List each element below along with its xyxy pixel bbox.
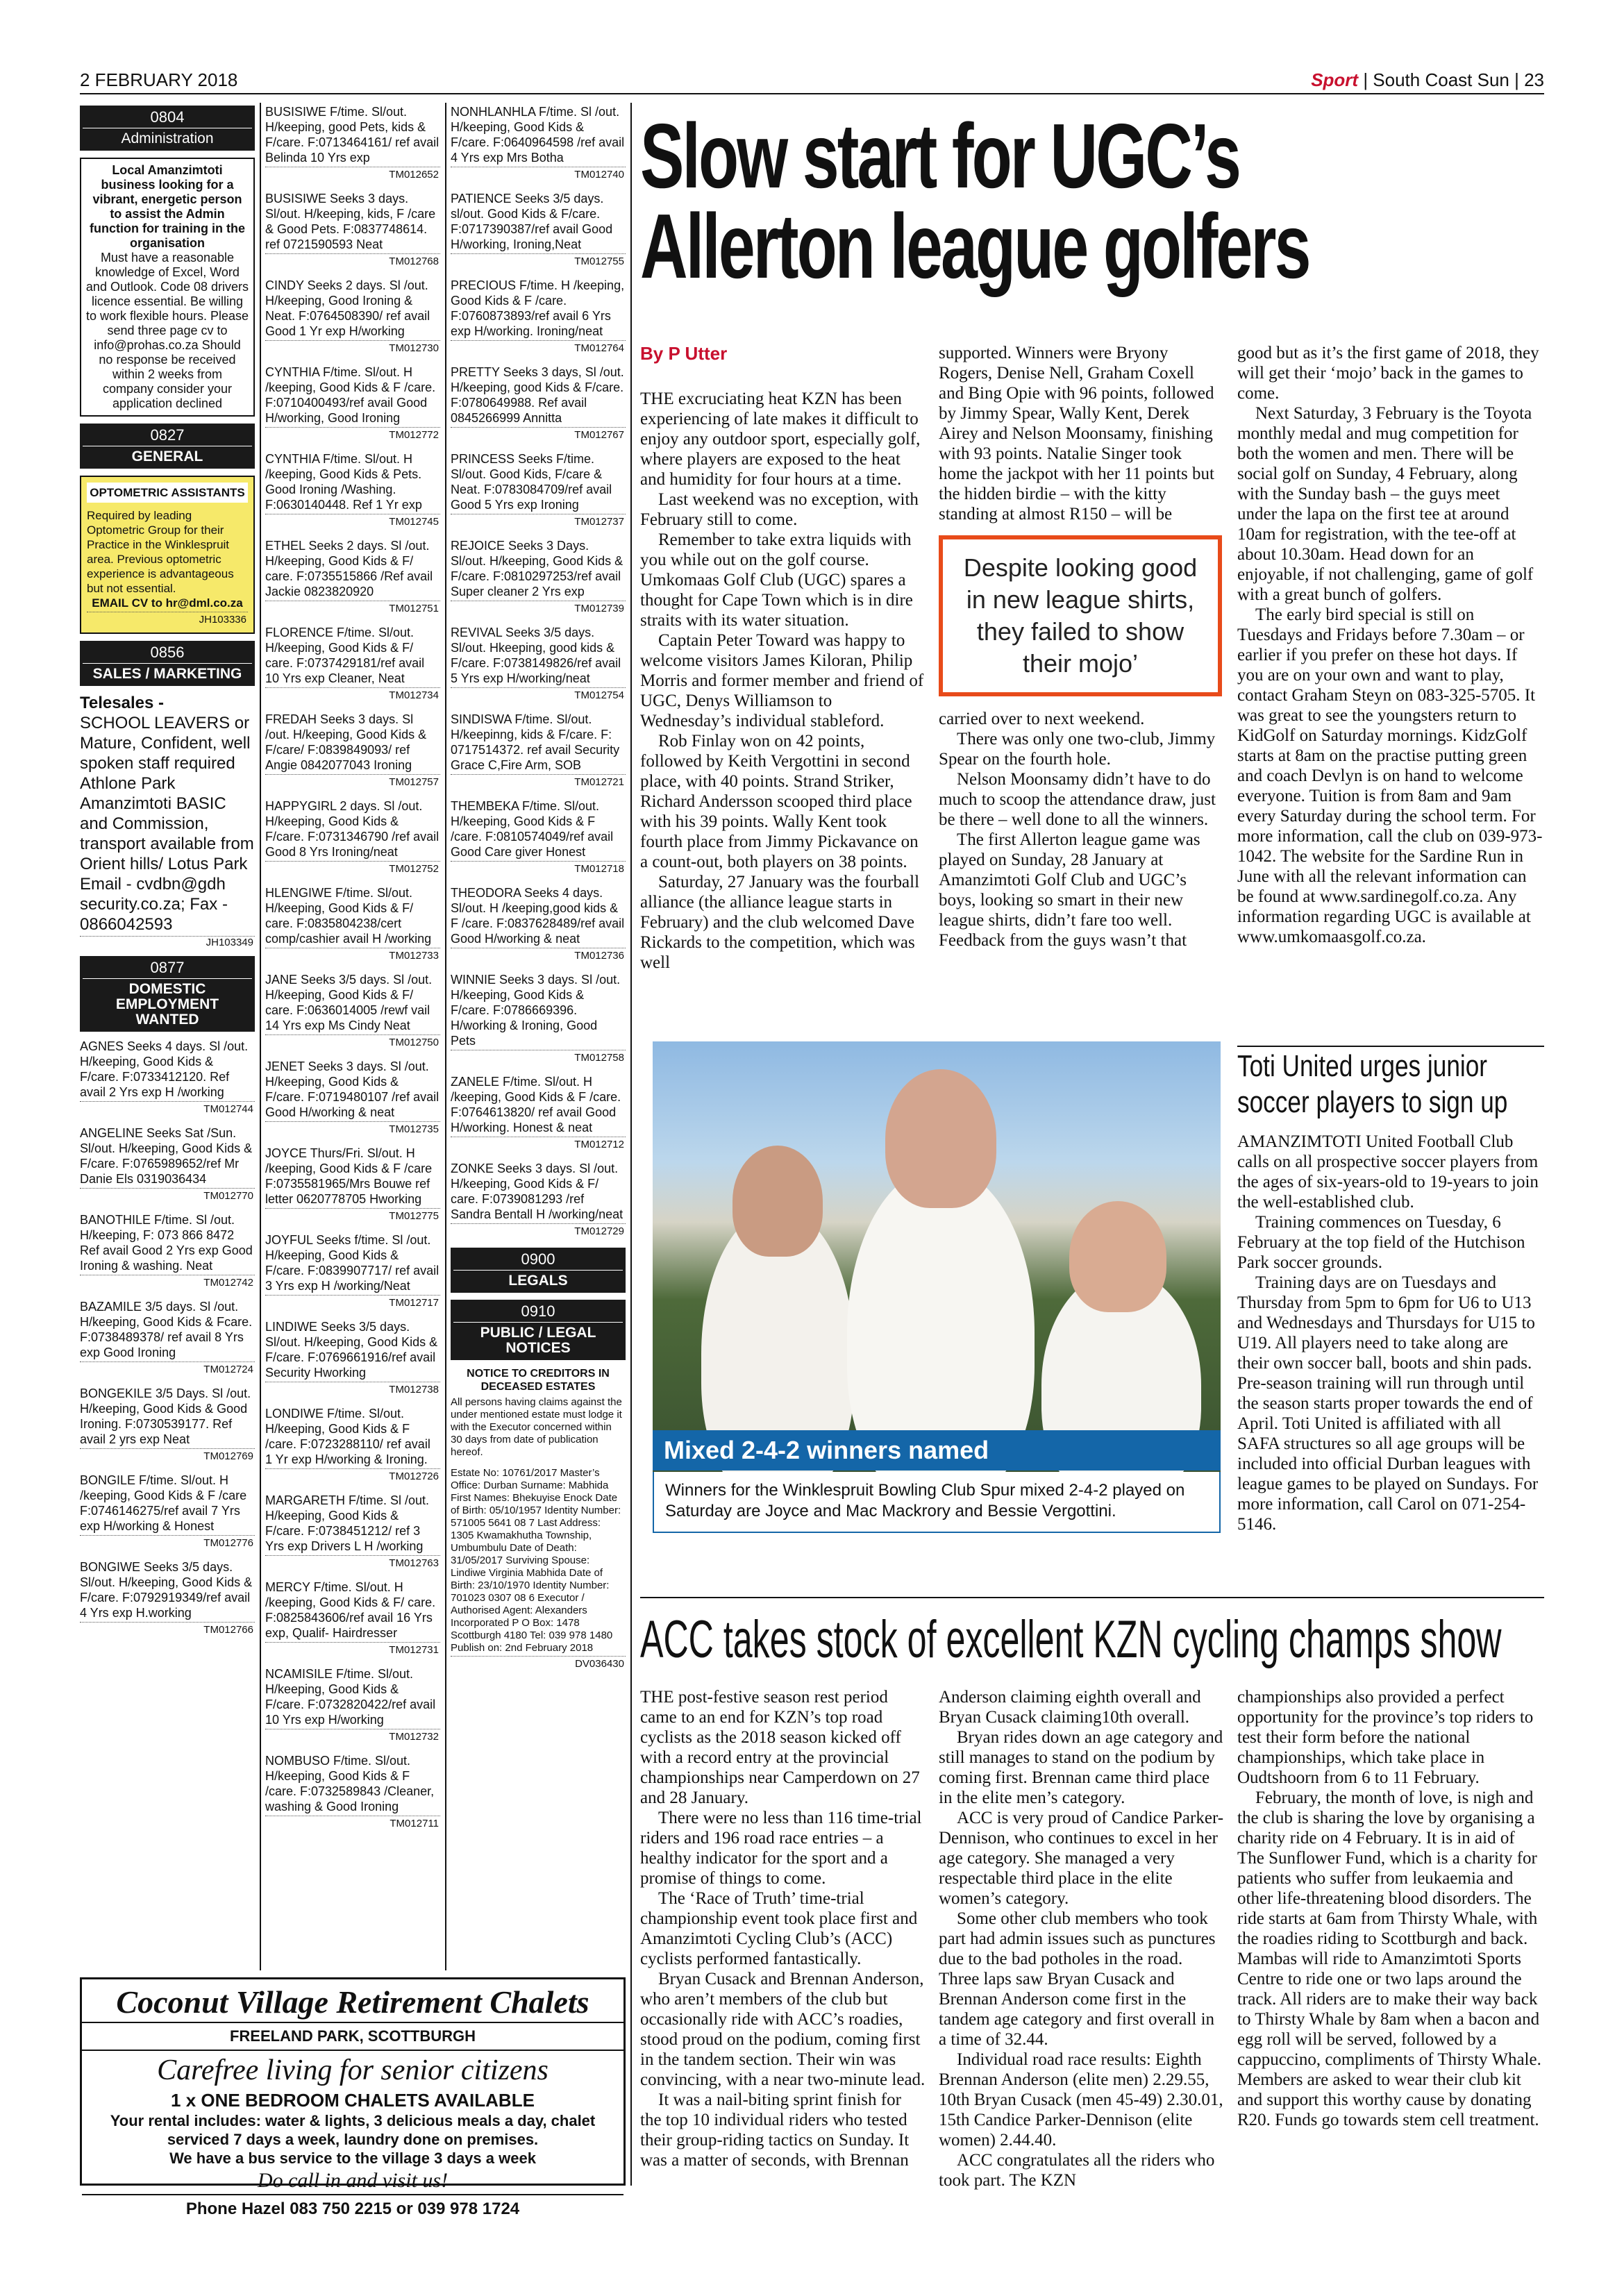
coconut-place: FREELAND PARK, SCOTTBURGH xyxy=(82,2022,623,2051)
acc-col-3 xyxy=(1237,1687,1543,2222)
classified-ad-text: BONGIWE Seeks 3/5 days. Sl/out. H/keeping, Good Kids & F/care. F:0792919349/ref avail 4 Yrs exp H.working xyxy=(80,1560,253,1620)
classified-ad-text: NOMBUSO F/time. Sl/out. H/keeping, Good Kids & F /care. F:0732589843 /Cleaner, washing & Good Ironing xyxy=(265,1754,435,1813)
classified-ad-text: FREDAH Seeks 3 days. Sl /out. H/keeping, Good Kids & F/care/ F:0839849093/ ref Angie 0842077043 Ironing xyxy=(265,712,427,772)
classified-ad xyxy=(265,1406,440,1484)
classified-ad xyxy=(265,798,440,877)
classified-ad-text: PRINCESS Seeks F/time. Sl/out. Good Kids, F/care & Neat. F:0783084709/ref avail Good 5 Yrs exp Ironing xyxy=(451,452,612,512)
classified-ad-text: REVIVAL Seeks 3/5 days. Sl/out. Hkeeping, good kids & F/care. F:0738149826/ref avail 5 Yrs exp H/working/neat xyxy=(451,626,621,685)
classified-ad xyxy=(265,1319,440,1398)
coconut-tagline: Carefree living for senior citizens xyxy=(157,2054,549,2086)
classified-ad-ref: TM012732 xyxy=(265,1729,440,1745)
classified-ad xyxy=(265,885,440,964)
person-right-head xyxy=(1069,1201,1166,1312)
classifieds-col-2 xyxy=(265,104,440,1970)
paragraph: There were no less than 116 time-trial riders and 196 road race entries – a healthy indicator for the sport and a promise of things to come. xyxy=(640,1809,922,1888)
classified-ad-ref: TM012775 xyxy=(265,1208,440,1224)
classified-ad-ref: TM012735 xyxy=(265,1121,440,1137)
classified-ad xyxy=(265,538,440,617)
classifieds-col-1 xyxy=(80,103,255,1970)
classified-ad-ref: TM012717 xyxy=(265,1295,440,1311)
toti-rule xyxy=(1237,1046,1544,1047)
classified-ad-ref: TM012733 xyxy=(265,948,440,964)
classified-ad-ref: TM012770 xyxy=(80,1188,255,1204)
notice-body: All persons having claims against the under mentioned estate must lodge it with the Executor concerned within 30 days from date of publication hereof. xyxy=(451,1396,622,1458)
photo-caption-title: Mixed 2-4-2 winners named xyxy=(653,1430,1221,1470)
paragraph: Next Saturday, 3 February is the Toyota monthly medal and mug competition for both the women and men. There will be social golf on Sunday, 4 February, along with the Sunday bash – the guys meet under the lapa on the first tee at around 10am for registration, with the tee-off at about 10.30am. Head down for an enjoyable, if not challenging, game of golf with a great bunch of golfers. xyxy=(1237,404,1534,604)
classified-ad-ref: TM012740 xyxy=(451,167,626,183)
paragraph: Last weekend was no exception, with February still to come. xyxy=(640,490,919,529)
paragraph: The early bird special is still on Tuesdays and Fridays before 7.30am – or earlier if you prefer on these hot days. If you are on your own and want to play, contact Graham Steyn on 083-325-5705. It was great to see the youngsters return to KidGolf on Saturday mornings. KidzGolf starts at 8am on the practise putting green and coach Devlyn is on hand to welcome everyone. Tuition is from 8am and 9am every Saturday during the school term. For more information, call the club on 039-973-1042. The website for the Sardine Run in June with all the relevant information can be found at www.sardinegolf.co.za. Any information regarding UGC is available at www.umkomaasgolf.co.za. xyxy=(1237,605,1543,946)
paragraph: Saturday, 27 January was the fourball alliance (the alliance league starts in February) and the club welcomed Dave Rickards to the competition, which was well xyxy=(640,873,920,972)
paragraph: THE excruciating heat KZN has been experiencing of late makes it difficult to enjoy any outdoor sport, especially golf, where players are exposed to the heat and humidity for four hours at a time. xyxy=(640,389,921,489)
classified-ad xyxy=(265,451,440,530)
classified-ad-ref: TM012764 xyxy=(451,340,626,356)
classified-ad xyxy=(265,1493,440,1571)
classified-ad xyxy=(451,798,626,877)
classified-ad-text: CYNTHIA F/time. Sl/out. H /keeping, Good Kids & F /care. F:0710400493/ref avail Good H/working, Good Ironing xyxy=(265,365,436,425)
classified-ad-ref: TM012737 xyxy=(451,514,626,530)
cat-sales: 0856 SALES / MARKETING xyxy=(80,641,255,686)
toti-headline: Toti United urges junior soccer players to sign up xyxy=(1237,1049,1508,1119)
paragraph: Training days are on Tuesdays and Thursday from 5pm to 6pm for U6 to U13 and Wednesdays and Thursdays for U15 to U19. All players need to take along are their own soccer ball, boots and shin pads. Pre-season training will run through until the season starts proper towards the end of April. Toti United is affiliated with all SAFA structures so all age groups will be included into official Durban leagues with league games to be played on Sundays. For more information, call Carol on 071-254-5146. xyxy=(1237,1273,1539,1534)
classified-ad xyxy=(265,1579,440,1658)
person-centre xyxy=(847,1166,1035,1472)
classified-ad xyxy=(451,104,626,183)
classified-ad xyxy=(265,191,440,269)
classified-ad xyxy=(80,1125,255,1204)
paragraph: There was only one two-club, Jimmy Spear on the fourth hole. xyxy=(939,730,1216,769)
classified-ad-ref: TM012729 xyxy=(451,1223,626,1239)
paragraph: ACC is very proud of Candice Parker-Dennison, who continues to excel in her age category. She managed a very respectable third place in the elite women’s category. xyxy=(939,1809,1224,1908)
classified-ad-text: CINDY Seeks 2 days. Sl /out. H/keeping, Good Ironing & Neat. F:0764508390/ ref avail Good 1 Yr exp H/working xyxy=(265,278,430,338)
classified-ad-text: BONGEKILE 3/5 Days. Sl /out. H/keeping, Good Kids & Good Ironing. F:0730539177. Ref avail 2 yrs exp Neat xyxy=(80,1386,251,1446)
classified-ad xyxy=(451,1074,626,1153)
domestic-ads-list xyxy=(80,1039,255,1638)
classified-ad-ref: TM012755 xyxy=(451,253,626,269)
cat-administration: 0804 Administration xyxy=(80,106,255,151)
classified-ad-ref: TM012757 xyxy=(265,774,440,790)
classified-ad-text: BANOTHILE F/time. Sl /out. H/keeping, F: 073 866 8472 Ref avail Good 2 Yrs exp Good Ironing & washing. Neat xyxy=(80,1213,253,1273)
classified-ad xyxy=(80,1559,255,1638)
cat-general: 0827 GENERAL xyxy=(80,424,255,469)
paragraph: Rob Finlay won on 42 points, followed by Keith Vergottini in second place, with 40 points. Strand Striker, Richard Andersson scooped third place with his 39 points. Wally Kent took fourth place from Jimmy Pickavance on a count-out, both players on 38 points. xyxy=(640,732,919,871)
coconut-name: Coconut Village Retirement Chalets xyxy=(116,1984,589,2020)
classified-ad-text: LONDIWE F/time. Sl/out. H/keeping, Good Kids & F /care. F:0723288110/ ref avail 1 Yr exp H/working & Ironing. xyxy=(265,1407,430,1466)
classified-ad xyxy=(451,451,626,530)
classified-ad xyxy=(265,1753,440,1832)
golf-headline-line1: Slow start for UGC’s xyxy=(640,111,1240,207)
classified-ad-ref: TM012772 xyxy=(265,427,440,443)
classified-ad-ref: TM012730 xyxy=(265,340,440,356)
classified-ad-ref: TM012769 xyxy=(80,1448,255,1464)
paragraph: The ‘Race of Truth’ time-trial championship event took place first and Amanzimtoti Cycling Club’s (ACC) cyclists performed fantastically. xyxy=(640,1889,918,1968)
notice-ref: DV036430 xyxy=(451,1656,626,1672)
classified-ad xyxy=(265,972,440,1050)
toti-body xyxy=(1237,1132,1543,1590)
paragraph: Nelson Moonsamy didn’t have to do much to scoop the attendance draw, just be there – well done to all the winners. xyxy=(939,770,1216,829)
acc-col-1 xyxy=(640,1687,926,2222)
classified-ad xyxy=(265,364,440,443)
classified-ad-text: JOYFUL Seeks f/time. Sl /out. H/keeping, Good Kids & F/care. F:0839907717/ ref avail 3 Yrs exp H /working/Neat xyxy=(265,1233,440,1293)
golf-pull-quote: Despite looking good in new league shirts, they failed to show their mojo’ xyxy=(939,535,1222,696)
coconut-line1: 1 x ONE BEDROOM CHALETS AVAILABLE xyxy=(171,2090,535,2111)
classified-ad-text: WINNIE Seeks 3 days. Sl /out. H/keeping, Good Kids & F/care. F:0786669396. H/working & Ironing, Good Pets xyxy=(451,973,621,1048)
classified-ad xyxy=(80,1386,255,1464)
admin-ad: Local Amanzimtoti business looking for a vibrant, energetic person to assist the Admin function for training in the organisation Must have a reasonable knowledge of Excel, Word and Outlook. Code 08 drivers licence essential. Be willing to work flexible hours. Please send three page cv to info@prohas.co.za Should no response be received within 2 weeks from company consider your application declined xyxy=(80,158,255,417)
paragraph: AMANZIMTOTI United Football Club calls on all prospective soccer players from the ages of six-years-old to 19-years to join the well-established club. xyxy=(1237,1132,1539,1212)
coconut-line3: We have a bus service to the village 3 days a week xyxy=(169,2150,536,2167)
classified-ad-text: PRECIOUS F/time. H /keeping, Good Kids & F /care. F:0760873893/ref avail 6 Yrs exp H/working. Ironing/neat xyxy=(451,278,625,338)
classified-ad-text: BAZAMILE 3/5 days. Sl /out. H/keeping, Good Kids & Fcare. F:0738489378/ ref avail 8 Yrs exp Good Ironing xyxy=(80,1300,253,1359)
classified-ad xyxy=(80,1212,255,1291)
paragraph: ACC congratulates all the riders who took part. The KZN xyxy=(939,2151,1215,2190)
classified-ad xyxy=(451,625,626,703)
classified-ad xyxy=(451,538,626,617)
cat-legals: 0900 LEGALS xyxy=(451,1248,626,1293)
classified-ad-text: ZONKE Seeks 3 days. Sl /out. H/keeping, Good Kids & F/ care. F:0739081293 /ref Sandra Bentall H /working/neat xyxy=(451,1162,623,1221)
classified-ad-ref: TM012750 xyxy=(265,1034,440,1050)
classified-ad-ref: TM012742 xyxy=(80,1275,255,1291)
classified-ad-text: HAPPYGIRL 2 days. Sl /out. H/keeping, Good Kids & F/care. F:0731346790 /ref avail Good 8 Yrs Ironing/neat xyxy=(265,799,440,859)
classified-ad-ref: TM012652 xyxy=(265,167,440,183)
classified-ad xyxy=(265,1666,440,1745)
classified-ad-ref: TM012738 xyxy=(265,1382,440,1398)
page-date: 2 FEBRUARY 2018 xyxy=(80,69,238,90)
classified-ad-ref: TM012745 xyxy=(265,514,440,530)
paragraph: Bryan rides down an age category and still manages to stand on the podium by coming first. Brennan came third place in the elite men’s category. xyxy=(939,1728,1223,1807)
col-divider xyxy=(630,103,632,2186)
classified-ad-text: BUSISIWE F/time. Sl/out. H/keeping, good Pets, kids & F/care. F:0713464161/ ref avail Belinda 10 Yrs exp xyxy=(265,105,440,165)
classified-ad-ref: TM012768 xyxy=(265,253,440,269)
paragraph: Captain Peter Toward was happy to welcome visitors James Kiloran, Philip Morris and former member and friend of UGC, Denys Williamson to Wednesday’s individual stableford. xyxy=(640,631,924,730)
classified-ad xyxy=(451,364,626,443)
bowls-photo xyxy=(653,1041,1221,1472)
classified-ad-text: PATIENCE Seeks 3/5 days. sl/out. Good Kids & F/care. F:0717390387/ref avail Good H/working, Ironing,Neat xyxy=(451,192,613,251)
paragraph: It was a nail-biting sprint finish for the top 10 individual riders who tested their group-riding tactics on Sunday. It was a matter of seconds, with Brennan xyxy=(640,2090,910,2170)
acc-col-2 xyxy=(939,1687,1225,2222)
acc-headline-wrap xyxy=(640,1611,1544,1673)
golf-col-2-continued xyxy=(939,709,1222,950)
classified-ad-text: FLORENCE F/time. Sl/out. H/keeping, Good Kids & F/ care. F:0737429181/ref avail 10 Yrs exp Cleaner, Neat xyxy=(265,626,425,685)
golf-byline: By P Utter xyxy=(640,343,728,364)
classified-ad-ref: TM012758 xyxy=(451,1050,626,1066)
coconut-village-ad xyxy=(80,1977,626,2218)
golf-col-3 xyxy=(1237,343,1543,1030)
coconut-phone: Phone Hazel 083 750 2215 or 039 978 1724 xyxy=(185,2199,520,2218)
classified-ad-ref: TM012767 xyxy=(451,427,626,443)
classified-ad xyxy=(451,972,626,1066)
classified-ad-ref: TM012734 xyxy=(265,687,440,703)
paragraph: THE post-festive season rest period came to an end for KZN’s top road cyclists as the 2018 season kicked off with a record entry at the provincial championships near Camperdown on 27 and 28 January. xyxy=(640,1688,920,1807)
golf-col-2: supported. Winners were Bryony Rogers, Denise Nell, Graham Coxell and Bing Opie with 96 points, followed by Jimmy Spear, Wally Kent, Derek Airey and Nelson Moonsamy, finishing with 93 points. Natalie Singer took home the jackpot with her 11 points but the hidden birdie – with the kitty standing at almost R150 – will be Despite looking good in new league shirts, they failed to show their mojo’ carried over to next weekend. There was only one two-club, Jimmy Spear on the fourth hole. Nelson Moonsamy didn’t have to do much to scoop the attendance draw, just be there – well done to all the winners. The first Allerton league game was played on Sunday, 28 January at Amanzimtoti Golf Club and UGC’s boys, looking so smart in their new league shirts, didn’t fare too well. Feedback from the guys wasn’t that xyxy=(939,343,1222,1016)
page-section xyxy=(1311,69,1544,91)
classified-ad-text: SINDISWA F/time. Sl/out. H/keepinng, kids & F/care. F: 0717514372. ref avail Security Grace C,Fire Arm, SOB xyxy=(451,712,620,772)
photo-caption-text: Winners for the Winklespruit Bowling Club Spur mixed 2-4-2 played on Saturday are Joyce and Mac Mackrory and Bessie Vergottini. xyxy=(653,1470,1221,1533)
classified-ad-ref: TM012766 xyxy=(80,1622,255,1638)
classified-ad xyxy=(265,278,440,356)
paragraph: Anderson claiming eighth overall and Bryan Cusack claiming10th overall. xyxy=(939,1688,1201,1727)
coconut-line2: Your rental includes: water & lights, 3 delicious meals a day, chalet serviced 7 days a week, laundry done on premises. xyxy=(110,2112,596,2148)
classified-ad xyxy=(80,1473,255,1551)
optometric-ad: OPTOMETRIC ASSISTANTS Required by leading Optometric Group for their Practice in the Winklespruit area. Previous optometric experience is advantageous but not essential. EMAIL CV to hr@dml.co.za JH103336 xyxy=(80,476,255,634)
coconut-line4: Do call in and visit us! xyxy=(82,2168,623,2195)
classified-ad-ref: TM012752 xyxy=(265,861,440,877)
classifieds-col-3 xyxy=(451,104,626,1970)
classified-ad-text: LINDIWE Seeks 3/5 days. Sl/out. H/keeping, Good Kids & F/care. F:0769661916/ref avail Security Hworking xyxy=(265,1320,438,1380)
paragraph: carried over to next weekend. xyxy=(939,710,1145,728)
classified-ad-text: THEODORA Seeks 4 days. Sl/out. H /keeping,good kids & F /care. F:0837628489/ref avail Good H/working & neat xyxy=(451,886,625,946)
classified-ad-ref: TM012763 xyxy=(265,1555,440,1571)
paper-name: | South Coast Sun | 23 xyxy=(1363,69,1544,90)
classified-ad-text: BUSISIWE Seeks 3 days. Sl/out. H/keeping, kids, F /care & Good Pets. F:0837748614. ref 0721590593 Neat xyxy=(265,192,436,251)
classified-ad-text: PRETTY Seeks 3 days, Sl /out. H/keeping, good Kids & F/care. F:0780649988. Ref avail 0845266999 Annitta xyxy=(451,365,624,425)
classified-ad-ref: TM012751 xyxy=(265,601,440,617)
classified-ad xyxy=(265,712,440,790)
paragraph: Bryan Cusack and Brennan Anderson, who aren’t members of the club but occasionally ride with ACC’s roadies, stood proud on the podium, coming first in the tandem section. Their win was convincing, with a near two-minute lead. xyxy=(640,1970,926,2089)
classified-ad-ref: TM012736 xyxy=(451,948,626,964)
classified-ad xyxy=(80,1039,255,1117)
paragraph: Training commences on Tuesday, 6 February at the top field of the Hutchison Park soccer grounds. xyxy=(1237,1213,1525,1272)
classified-ad-ref: TM012721 xyxy=(451,774,626,790)
classified-ad-ref: TM012718 xyxy=(451,861,626,877)
golf-headline xyxy=(640,111,1544,299)
classified-ad-text: BONGILE F/time. Sl/out. H /keeping, Good Kids & F /care F:0746146275/ref avail 7 Yrs exp H/working & Honest xyxy=(80,1473,247,1533)
notice-title: NOTICE TO CREDITORS IN DECEASED ESTATES xyxy=(467,1368,610,1393)
classified-ad-text: THEMBEKA F/time. Sl/out. H/keeping, Good Kids & F /care. F:0810574049/ref avail Good Care giver Honest xyxy=(451,799,614,859)
classified-ad-ref: TM012744 xyxy=(80,1101,255,1117)
paragraph: Individual road race results: Eighth Brennan Anderson (elite men) 2.29.55, 10th Bryan Cusack (men 45-49) 2.30.01, 15th Candice Parker-Dennison (elite women) 2.44.40. xyxy=(939,2050,1223,2150)
classified-ad-text: REJOICE Seeks 3 Days. Sl/out. H/keeping, Good Kids & F/care. F:0810297253/ref avail Super cleaner 2 Yrs exp xyxy=(451,539,623,598)
classified-ad-ref: TM012739 xyxy=(451,601,626,617)
telesales-ad: Telesales - SCHOOL LEAVERS or Mature, Confident, well spoken staff required Athlone Park Amanzimtoti BASIC and Commission, transport available from Orient hills/ Lotus Park Email - cvdbn@gdh security.co.za; Fax - 0866042593 JH103349 xyxy=(80,694,254,948)
golf-col-1 xyxy=(640,389,925,1014)
paragraph: championships also provided a perfect opportunity for the province’s top riders to test their form before the national championships, which take place in Oudtshoorn from 6 to 11 February. xyxy=(1237,1688,1534,1787)
classified-ad xyxy=(451,885,626,964)
classified-ad-text: JANE Seeks 3/5 days. Sl /out. H/keeping, Good Kids & F/ care. F:0636014005 /rewf vail 14 Yrs exp Ms Cindy Neat xyxy=(265,973,433,1032)
paragraph: Some other club members who took part had admin issues such as punctures due to the bad potholes in the road. Three laps saw Bryan Cusack and Brennan Anderson come first in the tandem age category and first overall in a time of 32.44. xyxy=(939,1909,1216,2049)
person-centre-head xyxy=(885,1069,996,1208)
domestic-ads-list-3 xyxy=(451,104,626,1239)
classified-ad xyxy=(265,625,440,703)
classified-ad xyxy=(451,712,626,790)
classified-ad-text: ETHEL Seeks 2 days. Sl /out. H/keeping, Good Kids & F/ care. F:0735515866 /Ref avail Jackie 0823820920 xyxy=(265,539,433,598)
classified-ad xyxy=(265,104,440,183)
acc-rule xyxy=(640,1597,1544,1598)
classified-ad-text: HLENGIWE F/time. Sl/out. H/keeping, Good Kids & F/ care. F:0835804238/cert comp/cashier avail H /working xyxy=(265,886,432,946)
col-divider xyxy=(445,103,446,1970)
classified-ad-ref: TM012754 xyxy=(451,687,626,703)
section-name: Sport xyxy=(1311,69,1359,90)
classified-ad-ref: TM012731 xyxy=(265,1642,440,1658)
classified-ad xyxy=(451,278,626,356)
paragraph: The first Allerton league game was played on Sunday, 28 January at Amanzimtoti Golf Club and UGC’s boys, looking so smart in their new league shirts, didn’t fare too well. Feedback from the guys wasn’t that xyxy=(939,830,1200,950)
estate-details: Estate No: 10761/2017 Master’s Office: Durban Surname: Mabhida First Names: Bhekuyise Enock Date of Birth: 05/10/1957 Identity Number: 571005 5641 08 7 Last Address: 1305 Kwamakhutha Township, Umbumbulu Date of Death: 31/05/2017 Surviving Spouse: Lindiwe Virginia Mabhida Date of Birth: 23/10/1970 Identity Number: 701023 0307 08 6 Executor / Authorised Agent: Alexanders Incorporated P O Box: 1478 Scottburgh 4180 Tel: 039 978 1480 Publish on: 2nd February 2018 xyxy=(451,1467,621,1654)
paragraph: February, the month of love, is nigh and the club is sharing the love by organising a charity ride on 4 February. It is in aid of The Sunflower Fund, which is a charity for patients who suffer from leukaemia and other life-threatening blood disorders. The ride starts at 6am from Thirsty Whale, with the roadies riding to Scottburgh and back. Mambas will ride to Amanzimtoti Sports Centre to ride one or two laps around the track. All riders are to make their way back to Thirsty Whale by 8am when a bacon and egg roll will be served, followed by a cappuccino, compliments of Thirsty Whale. Members are asked to wear their club kit and support this worthy cause by donating R20. Funds go towards stem cell treatment. xyxy=(1237,1788,1541,2129)
classified-ad-ref: TM012712 xyxy=(451,1137,626,1153)
header-rule xyxy=(80,93,1544,94)
classified-ad-ref: TM012726 xyxy=(265,1468,440,1484)
paragraph: good but as it’s the first game of 2018, they will get their ‘mojo’ back in the games to come. xyxy=(1237,344,1539,403)
classified-ad-text: JOYCE Thurs/Fri. Sl/out. H /keeping, Good Kids & F /care F:0735581965/Mrs Bouwe ref letter 0620778705 Hworking xyxy=(265,1146,433,1206)
classified-ad-ref: TM012776 xyxy=(80,1535,255,1551)
classified-ad-text: MARGARETH F/time. Sl /out. H/keeping, Good Kids & F/care. F:0738451212/ ref 3 Yrs exp Drivers L H /working xyxy=(265,1493,430,1553)
classified-ad-text: NONHLANHLA F/time. Sl /out. H/keeping, Good Kids & F/care. F:0640964598 /ref avail 4 Yrs exp Mrs Botha xyxy=(451,105,625,165)
optometric-title: OPTOMETRIC ASSISTANTS xyxy=(87,483,248,503)
classified-ad xyxy=(265,1232,440,1311)
classified-ad xyxy=(80,1299,255,1377)
classified-ad-text: AGNES Seeks 4 days. Sl /out. H/keeping, Good Kids & F/care. F:0733412120. Ref avail 2 Yrs exp H /working xyxy=(80,1039,249,1099)
col-divider xyxy=(260,103,261,1970)
person-left-head xyxy=(733,1146,823,1257)
bowls-photo-block xyxy=(653,1041,1221,1583)
classified-ad-text: ANGELINE Seeks Sat /Sun. Sl/out. H/keeping, Good Kids & F/care. F:0765989652/ref Mr Danie Els 0319036434 xyxy=(80,1126,253,1186)
acc-headline: ACC takes stock of excellent KZN cycling champs show xyxy=(640,1611,1502,1669)
classified-ad xyxy=(265,1059,440,1137)
paragraph: Remember to take extra liquids with you while out on the golf course. Umkomaas Golf Club (UGC) spares a thought for Cape Town which is in dire straits with its water situation. xyxy=(640,530,913,630)
classified-ad xyxy=(265,1146,440,1224)
golf-headline-line2: Allerton league golfers xyxy=(640,195,1309,297)
classified-ad-ref: TM012724 xyxy=(80,1361,255,1377)
classified-ad xyxy=(451,1161,626,1239)
classified-ad-text: ZANELE F/time. Sl/out. H /keeping, Good Kids & F /care. F:0764613820/ ref avail Good H/working. Honest & neat xyxy=(451,1075,621,1134)
classified-ad-ref: TM012711 xyxy=(265,1816,440,1832)
classified-ad-text: NCAMISILE F/time. Sl/out. H/keeping, Good Kids & F/care. F:0732820422/ref avail 10 Yrs exp H/working xyxy=(265,1667,436,1727)
classified-ad-text: JENET Seeks 3 days. Sl /out. H/keeping, Good Kids & F/care. F:0719480107 /ref avail Good H/working & neat xyxy=(265,1059,440,1119)
classified-ad-text: CYNTHIA F/time. Sl/out. H /keeping, Good Kids & Pets. Good Ironing /Washing. F:0630140448. Ref 1 Yr exp xyxy=(265,452,422,512)
classified-ad-text: MERCY F/time. Sl/out. H /keeping, Good Kids & F/ care. F:0825843606/ref avail 16 Yrs exp, Qualif- Hairdresser xyxy=(265,1580,436,1640)
classified-ad xyxy=(451,191,626,269)
cat-public-notices: 0910 PUBLIC / LEGAL NOTICES xyxy=(451,1300,626,1360)
cat-domestic: 0877 DOMESTIC EMPLOYMENT WANTED xyxy=(80,956,255,1032)
